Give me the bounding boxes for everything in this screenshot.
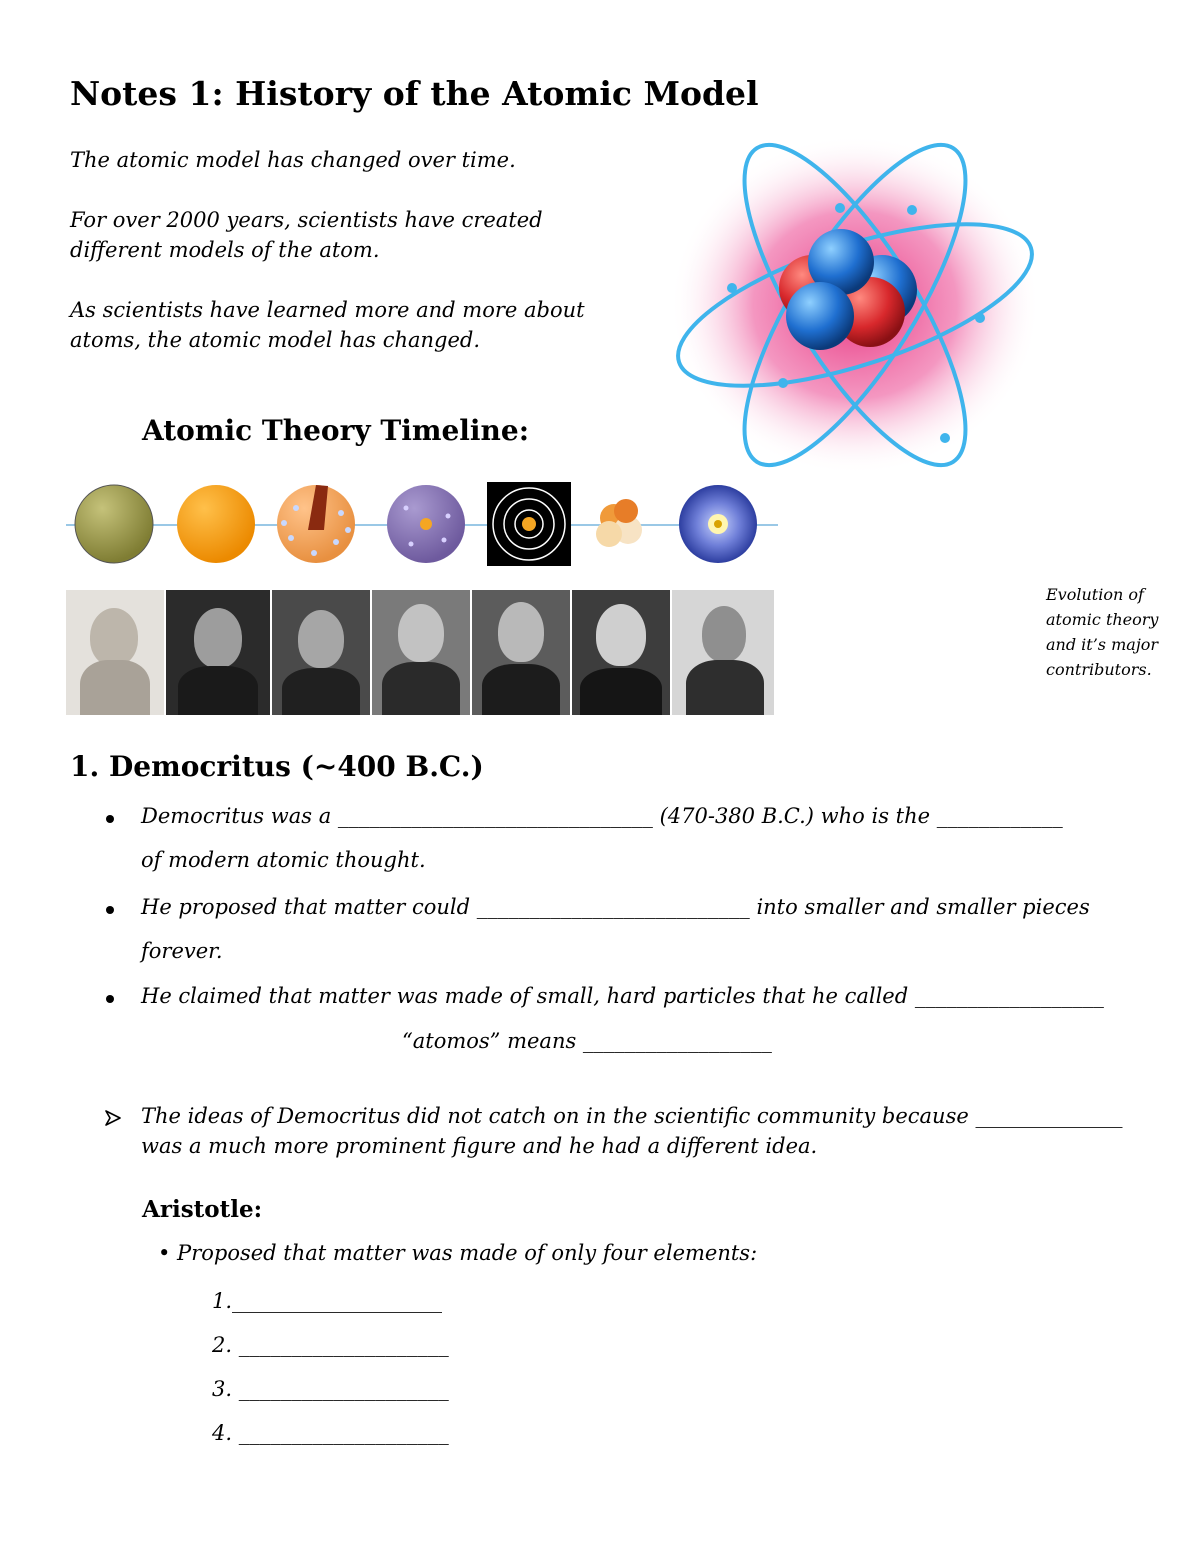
- intro-paragraph-2: For over 2000 years, scientists have created different models of the atom.: [70, 208, 543, 262]
- timeline-heading: Atomic Theory Timeline:: [142, 414, 530, 447]
- arrow-point-line-1: The ideas of Democritus did not catch on in the scientific community because ______________: [141, 1104, 1123, 1128]
- bullet-dot: [106, 995, 114, 1003]
- portrait-bohr: [472, 590, 570, 715]
- electron-5: [940, 433, 950, 443]
- portrait-schrodinger: [672, 590, 774, 715]
- neutron-3: [786, 282, 854, 350]
- electron-6: [907, 205, 917, 215]
- portrait-chadwick: [572, 590, 670, 715]
- intro-paragraph-1: The atomic model has changed over time.: [70, 148, 516, 172]
- bullet-dot: [106, 815, 114, 823]
- model-electron-cloud: [679, 485, 757, 563]
- arrow-bullet-icon: [104, 1110, 122, 1126]
- bullet-2-line-2: forever.: [141, 939, 223, 963]
- electron-4: [975, 313, 985, 323]
- bullet-3-line-1: He claimed that matter was made of small, hard particles that he called __________________: [141, 984, 1104, 1008]
- electron-2: [778, 378, 788, 388]
- element-blank-2: 2. ____________________: [212, 1333, 449, 1357]
- atomos-definition: “atomos” means __________________: [402, 1029, 772, 1053]
- portrait-rutherford: [372, 590, 470, 715]
- model-plum-pudding: [277, 485, 355, 563]
- page-title: Notes 1: History of the Atomic Model: [70, 74, 759, 113]
- bullet-2-line-1: He proposed that matter could __________________________ into smaller and smaller pieces: [141, 895, 1090, 919]
- bullet-dot: [106, 906, 114, 914]
- atom-illustration: [660, 120, 1060, 490]
- arrow-point-line-2: was a much more prominent figure and he had a different idea.: [141, 1134, 818, 1158]
- bullet-1-line-1: Democritus was a ______________________________ (470-380 B.C.) who is the ____________: [141, 804, 1063, 828]
- model-nuclear: [387, 485, 465, 563]
- aristotle-point: • Proposed that matter was made of only four elements:: [158, 1241, 758, 1265]
- model-chadwick-nucleus: [596, 499, 642, 547]
- model-solid-sphere: [177, 485, 255, 563]
- portrait-dalton: [166, 590, 270, 715]
- model-bohr: [487, 482, 571, 566]
- element-blank-4: 4. ____________________: [212, 1421, 449, 1445]
- timeline-caption: Evolution of atomic theory and it’s major contributors.: [1046, 585, 1159, 679]
- electron-3: [835, 203, 845, 213]
- aristotle-heading: Aristotle:: [142, 1196, 263, 1223]
- bullet-1-line-2: of modern atomic thought.: [141, 848, 426, 872]
- model-dalton-sphere: [75, 485, 153, 563]
- atomic-models-strip: [66, 478, 778, 570]
- portrait-thomson: [272, 590, 370, 715]
- element-blank-1: 1.____________________: [212, 1289, 443, 1313]
- element-blank-3: 3. ____________________: [212, 1377, 449, 1401]
- intro-paragraph-3: As scientists have learned more and more about atoms, the atomic model has changed.: [70, 298, 585, 352]
- portrait-democritus: [66, 590, 164, 715]
- democritus-heading: 1. Democritus (~400 B.C.): [70, 750, 484, 783]
- electron-1: [727, 283, 737, 293]
